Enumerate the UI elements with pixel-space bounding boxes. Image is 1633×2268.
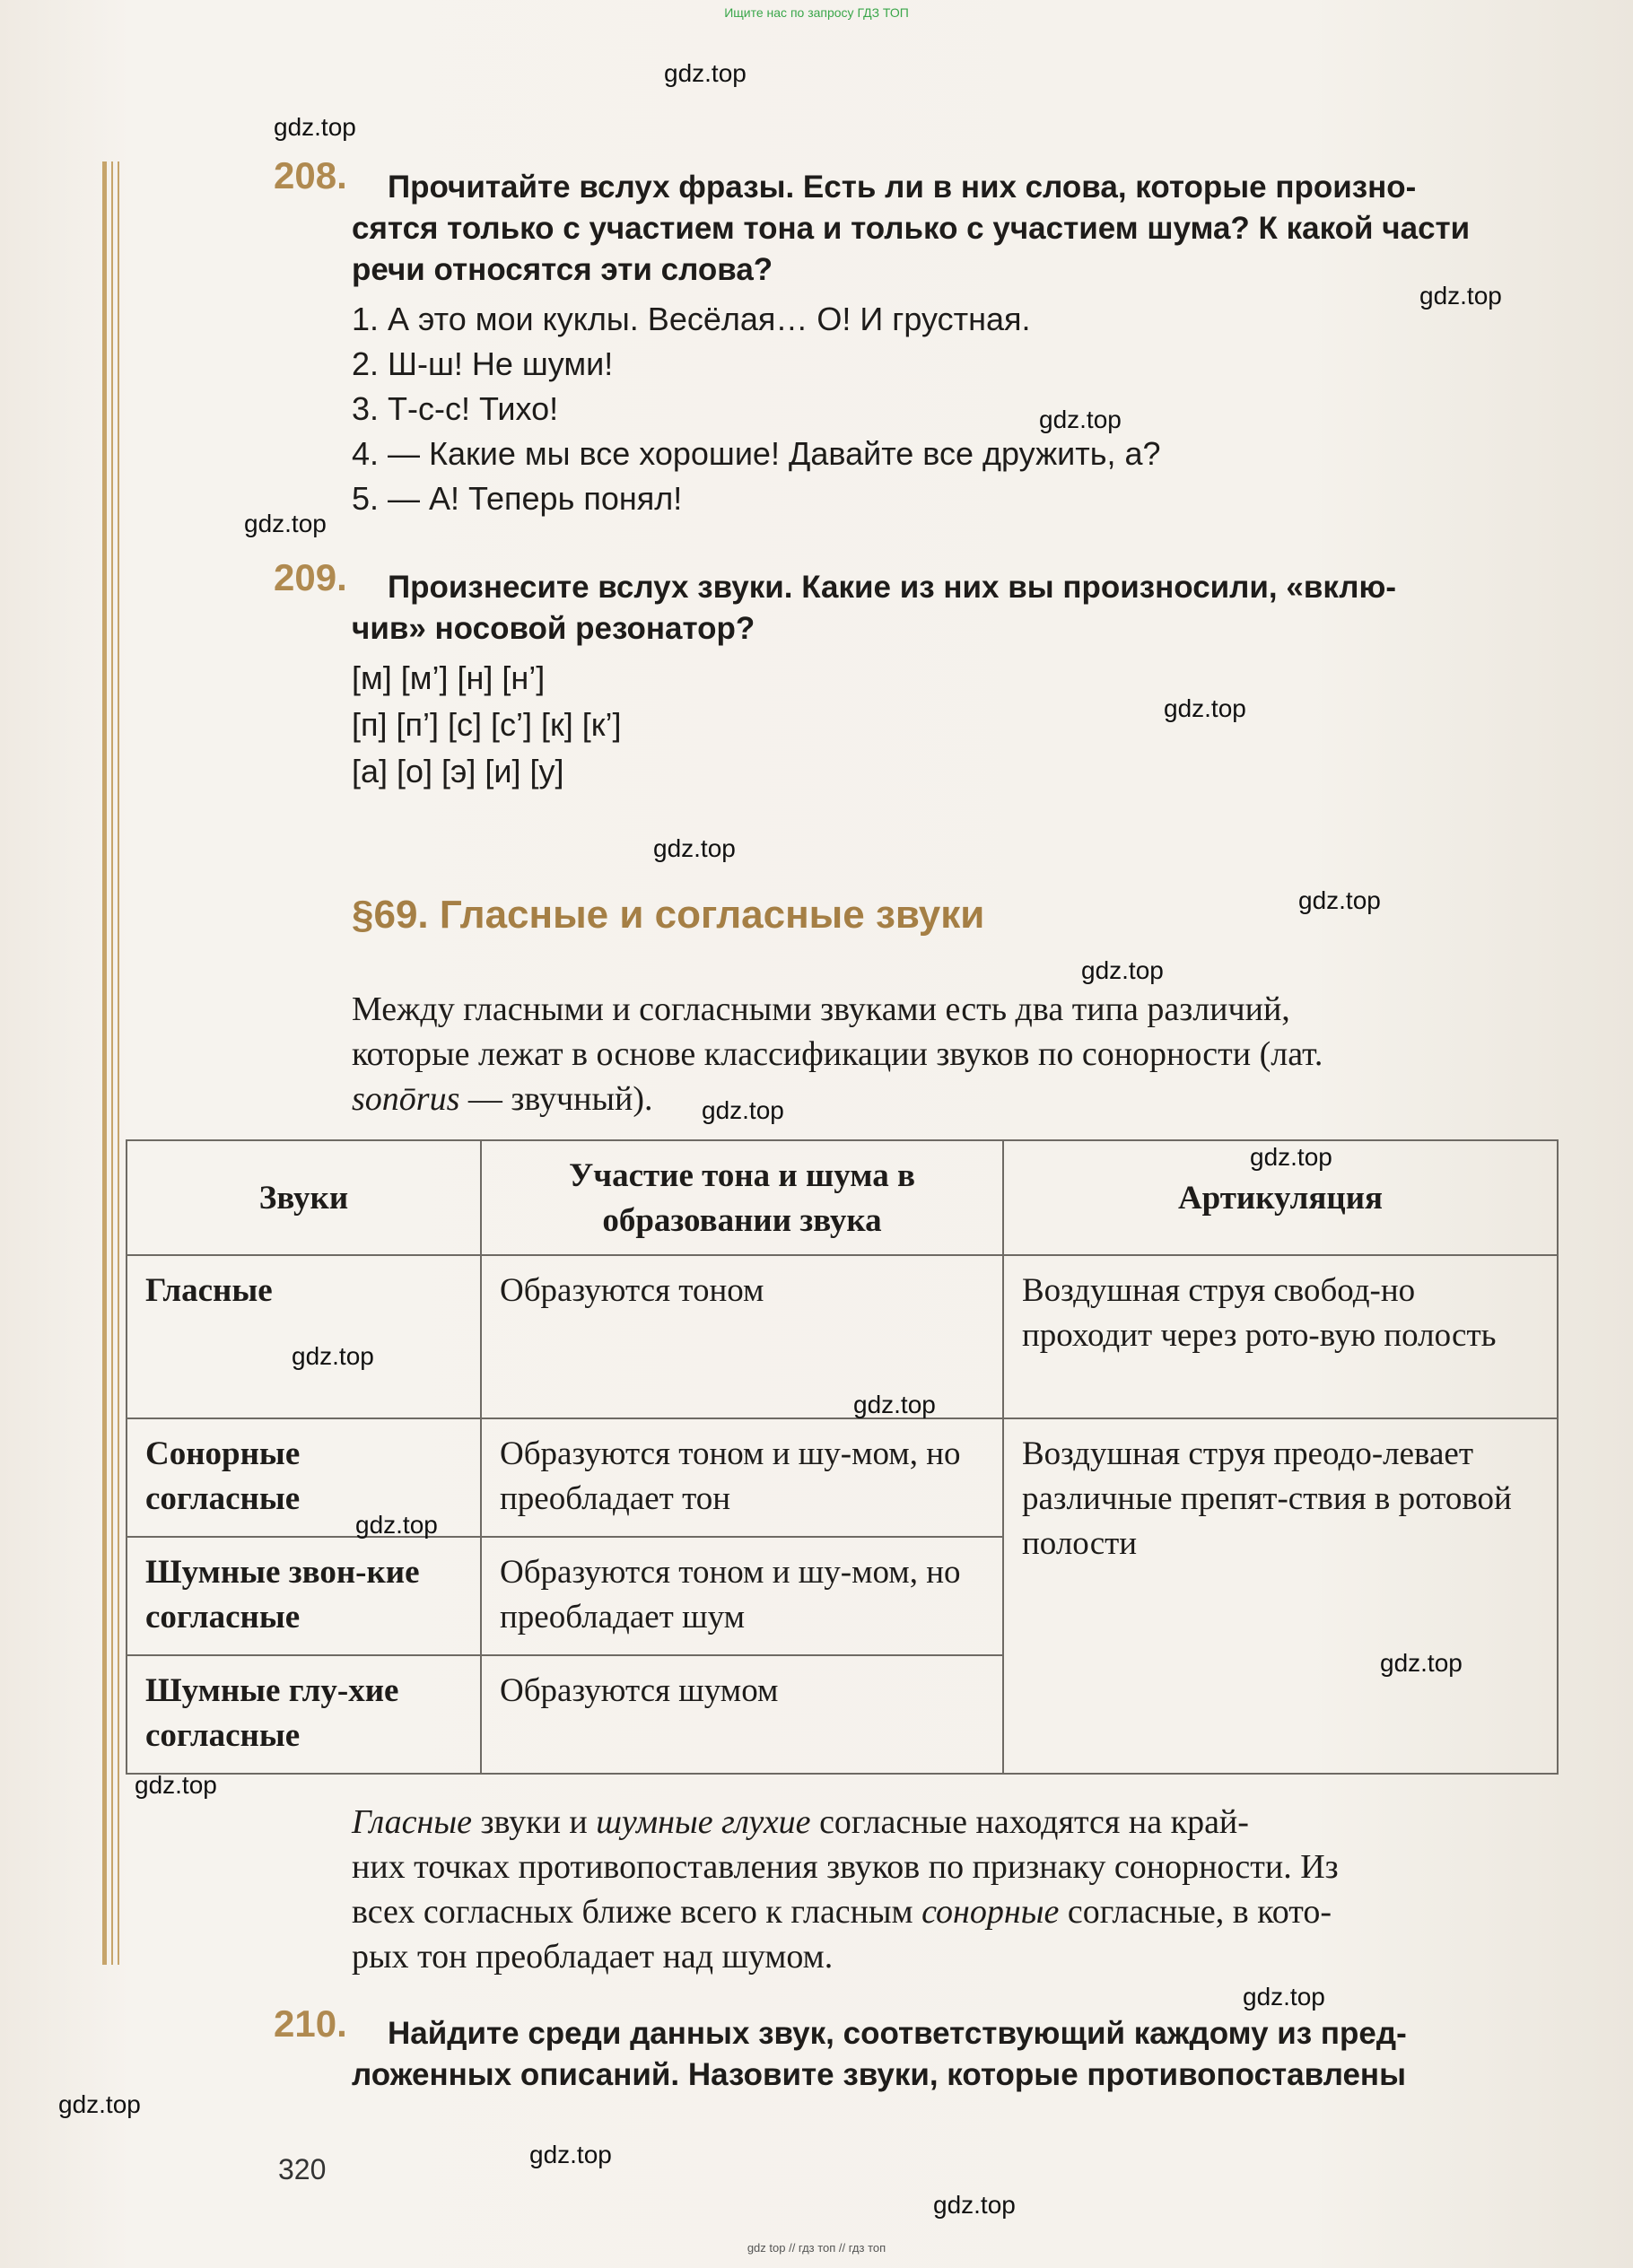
articulation-cell: Воздушная струя преодо-левает различные препят-ствия в ротовой полости: [1003, 1418, 1558, 1774]
emphasis-term: сонорные: [921, 1893, 1060, 1931]
watermark-text: gdz.top: [853, 1391, 936, 1418]
section-intro-line: которые лежат в основе классификации звуков по сонорности (лат.: [352, 1035, 1323, 1073]
watermark-text: gdz.top: [1039, 406, 1122, 433]
exercise-209-sounds: [п] [п’] [с] [с’] [к] [к’]: [352, 706, 622, 743]
table-row: [127, 1255, 1558, 1418]
sounds-classification-table: [126, 1139, 1559, 1775]
exercise-208-item: 5. — А! Теперь понял!: [352, 480, 683, 517]
participation-cell: Образуются тоном и шу-мом, но преобладает шум: [481, 1537, 1003, 1655]
watermark-text: gdz.top: [274, 113, 356, 141]
table-header-row: [127, 1140, 1558, 1255]
participation-cell: Образуются шумом: [481, 1655, 1003, 1774]
margin-rule: [118, 161, 119, 1965]
exercise-209-sounds: [а] [о] [э] [и] [у]: [352, 753, 564, 789]
conclusion-line: [352, 1889, 1559, 1934]
section-title: §69. Гласные и согласные звуки: [352, 893, 985, 937]
exercise-208-task-line: Прочитайте вслух фразы. Есть ли в них слова, которые произно-: [388, 170, 1417, 205]
conclusion-text: звуки и: [471, 1803, 597, 1841]
watermark-text: gdz.top: [355, 1511, 438, 1539]
exercise-208-number: 208.: [274, 154, 347, 196]
exercise-209-task-line: чив» носовой резонатор?: [352, 611, 755, 646]
exercise-209-number: 209.: [274, 556, 347, 598]
exercise-208-item: 3. Т-с-с! Тихо!: [352, 390, 559, 427]
watermark-text: gdz.top: [702, 1096, 784, 1124]
column-header: Участие тона и шума в образовании звука: [481, 1140, 1003, 1255]
sound-type-cell: Гласные: [127, 1255, 481, 1418]
top-banner-text: Ищите нас по запросу ГДЗ ТОП: [724, 5, 909, 20]
watermark-text: gdz.top: [664, 59, 747, 87]
watermark-text: gdz.top: [1081, 956, 1164, 984]
watermark-text: gdz.top: [1298, 886, 1381, 914]
conclusion-line: них точках противопоставления звуков по признаку сонорности. Из: [352, 1848, 1339, 1886]
watermark-text: gdz.top: [1243, 1983, 1325, 2011]
participation-cell: Образуются тоном: [481, 1255, 1003, 1418]
column-header: Артикуляция: [1003, 1140, 1558, 1255]
conclusion-text: согласные находятся на край-: [810, 1803, 1249, 1841]
column-header: Звуки: [127, 1140, 481, 1255]
conclusion-text: всех согласных ближе всего к гласным: [352, 1893, 922, 1931]
latin-translation: — звучный).: [459, 1080, 653, 1118]
exercise-210-task-line: ложенных описаний. Назовите звуки, которые противопоставлены: [352, 2057, 1406, 2092]
exercise-209-sounds: [м] [м’] [н] [н’]: [352, 659, 546, 696]
conclusion-line: [352, 1800, 1559, 1845]
participation-cell: Образуются тоном и шу-мом, но преобладает тон: [481, 1418, 1003, 1537]
watermark-text: gdz.top: [933, 2191, 1016, 2219]
conclusion-text: согласные, в кото-: [1059, 1893, 1332, 1931]
exercise-209-task-line: Произнесите вслух звуки. Какие из них вы произносили, «вклю-: [388, 570, 1397, 605]
watermark-text: gdz.top: [653, 834, 736, 862]
sound-type-cell: Шумные звон-кие согласные: [127, 1537, 481, 1655]
exercise-208-task-line: сятся только с участием тона и только с участием шума? К какой части: [352, 211, 1471, 246]
page-number: 320: [278, 2153, 327, 2185]
section-intro-line: [352, 1077, 1559, 1121]
watermark-text: gdz.top: [1164, 694, 1246, 722]
exercise-210-number: 210.: [274, 2002, 347, 2045]
articulation-cell: Воздушная струя свобод-но проходит через рото-вую полость: [1003, 1255, 1558, 1418]
sound-type-cell: Шумные глу-хие согласные: [127, 1655, 481, 1774]
watermark-text: gdz.top: [529, 2141, 612, 2168]
emphasis-term: Гласные: [352, 1803, 472, 1841]
bottom-banner-text: gdz top // гдз топ // гдз топ: [747, 2241, 886, 2255]
watermark-text: gdz.top: [244, 510, 327, 537]
latin-term: sonōrus: [352, 1080, 460, 1118]
exercise-208-item: 1. А это мои куклы. Весёлая… О! И грустная.: [352, 301, 1031, 337]
conclusion-line: рых тон преобладает над шумом.: [352, 1938, 834, 1976]
table-row: [127, 1418, 1558, 1537]
watermark-text: gdz.top: [1380, 1649, 1463, 1677]
watermark-text: gdz.top: [58, 2090, 141, 2118]
margin-rule: [102, 161, 107, 1965]
watermark-text: gdz.top: [1419, 282, 1502, 310]
watermark-text: gdz.top: [135, 1771, 217, 1799]
section-intro-line: Между гласными и согласными звуками есть два типа различий,: [352, 990, 1290, 1028]
exercise-210-task-line: Найдите среди данных звук, соответствующий каждому из пред-: [388, 2016, 1407, 2051]
emphasis-term: шумные глухие: [596, 1803, 811, 1841]
sound-type-cell: Сонорные согласные: [127, 1418, 481, 1537]
exercise-208-task-line: речи относятся эти слова?: [352, 252, 773, 287]
watermark-text: gdz.top: [1250, 1143, 1332, 1171]
margin-rule: [111, 161, 113, 1965]
exercise-208-item: 2. Ш-ш! Не шуми!: [352, 345, 614, 382]
watermark-text: gdz.top: [292, 1342, 374, 1370]
exercise-208-item: 4. — Какие мы все хорошие! Давайте все дружить, а?: [352, 435, 1161, 472]
